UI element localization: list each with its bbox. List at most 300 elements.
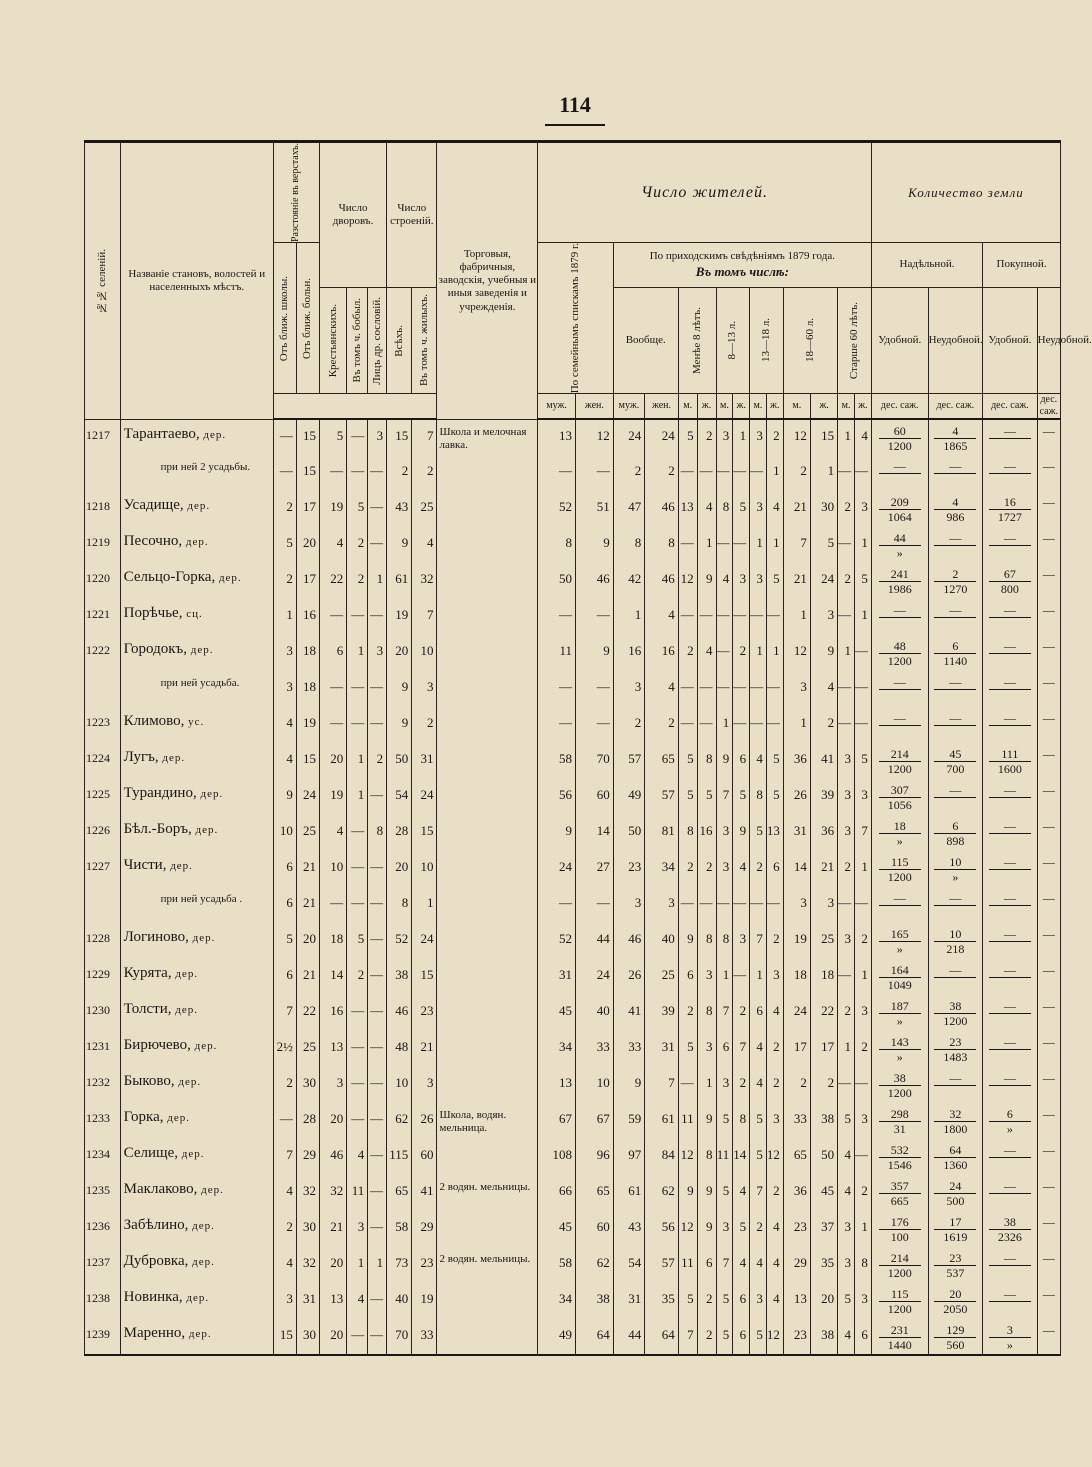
- cell-y1: 4: [320, 815, 347, 851]
- land-desyatinas: 17: [934, 1215, 976, 1230]
- cell-a1: 9: [678, 923, 697, 959]
- cell-a4: 4: [733, 851, 750, 887]
- settlement-kind: дер.: [203, 428, 227, 441]
- land-fraction: [989, 675, 1031, 690]
- cell-a9: 3: [838, 1247, 855, 1283]
- cell-a4: 14: [733, 1139, 750, 1175]
- cell-y2: —: [347, 1031, 368, 1067]
- cell-a6: 4: [766, 1283, 783, 1319]
- cell-a10: 3: [854, 491, 871, 527]
- cell-a10: 5: [854, 563, 871, 599]
- cell-b1: 38: [387, 959, 412, 995]
- cell-a6: 13: [766, 815, 783, 851]
- settlement-number: 1226: [85, 815, 121, 851]
- cell-a8: 37: [810, 1211, 837, 1247]
- cell-a10: 2: [854, 1031, 871, 1067]
- cell-y1: —: [320, 599, 347, 635]
- land-desyatinas: —: [989, 459, 1031, 474]
- land-cell-l4: —: [1037, 599, 1060, 635]
- cell-pf: 46: [645, 491, 679, 527]
- cell-y2: —: [347, 455, 368, 491]
- cell-b2: 23: [412, 1247, 437, 1283]
- table-row: [85, 1247, 1061, 1283]
- cell-a10: 1: [854, 959, 871, 995]
- land-fraction: [879, 819, 921, 848]
- land-sazhens: »: [896, 834, 903, 849]
- cell-pf: 56: [645, 1211, 679, 1247]
- page-number-rule: [545, 124, 605, 126]
- cell-d2: 32: [296, 1175, 319, 1211]
- cell-a7: 29: [783, 1247, 810, 1283]
- cell-y2: 1: [347, 743, 368, 779]
- cell-a9: —: [838, 887, 855, 923]
- cell-a3: 3: [716, 1211, 733, 1247]
- settlement-number: 1236: [85, 1211, 121, 1247]
- cell-y1: 20: [320, 1103, 347, 1139]
- cell-a7: 33: [783, 1103, 810, 1139]
- cell-pm: 42: [613, 563, 644, 599]
- land-cell-l2: [928, 923, 983, 959]
- cell-y2: —: [347, 419, 368, 455]
- cell-a3: 8: [716, 491, 733, 527]
- land-fraction: [934, 639, 976, 668]
- cell-a5: —: [750, 671, 767, 707]
- land-cell-l4: —: [1037, 1247, 1060, 1283]
- cell-ff: —: [575, 599, 613, 635]
- land-header: Количество земли: [871, 142, 1060, 243]
- settlement-name-text: Порѣчье,: [123, 605, 183, 622]
- table-row: [85, 563, 1061, 599]
- land-fraction: [989, 1215, 1031, 1244]
- cell-y3: —: [368, 1175, 387, 1211]
- cell-a9: —: [838, 599, 855, 635]
- land-fraction: [989, 1143, 1031, 1158]
- settlement-number: 1233: [85, 1103, 121, 1139]
- unit-f: ж.: [854, 394, 871, 420]
- units-spacer: [273, 394, 437, 420]
- land-desyatinas: —: [934, 891, 976, 906]
- cell-d2: 18: [296, 635, 319, 671]
- cell-a4: 8: [733, 1103, 750, 1139]
- land-desyatinas: 23: [934, 1251, 976, 1266]
- land-cell-l3: [983, 455, 1038, 491]
- land-cell-l4: —: [1037, 635, 1060, 671]
- land-sazhens: 537: [946, 1266, 965, 1281]
- land-sazhens: 1600: [997, 762, 1022, 777]
- cell-a6: —: [766, 707, 783, 743]
- land-desyatinas: —: [989, 603, 1031, 618]
- cell-y2: 1: [347, 779, 368, 815]
- cell-a5: 7: [750, 1175, 767, 1211]
- cell-b1: 20: [387, 851, 412, 887]
- cell-pf: 4: [645, 671, 679, 707]
- cell-b1: 52: [387, 923, 412, 959]
- cell-a3: —: [716, 887, 733, 923]
- cell-a6: 4: [766, 491, 783, 527]
- cell-y1: 13: [320, 1031, 347, 1067]
- cell-d2: 21: [296, 887, 319, 923]
- land-cell-l1: [871, 455, 928, 491]
- settlement-number: 1235: [85, 1175, 121, 1211]
- cell-y2: —: [347, 707, 368, 743]
- cell-pm: 43: [613, 1211, 644, 1247]
- land-fraction: [879, 531, 921, 560]
- cell-d1: 6: [273, 851, 296, 887]
- land-desyatinas: 241: [879, 567, 921, 582]
- land-sazhens: »: [1006, 1122, 1013, 1137]
- land-fraction: [989, 819, 1031, 834]
- cell-a7: 31: [783, 815, 810, 851]
- cell-a6: 4: [766, 995, 783, 1031]
- cell-y1: —: [320, 707, 347, 743]
- land-cell-l2: [928, 671, 983, 707]
- cell-y1: 22: [320, 563, 347, 599]
- settlement-name: [120, 995, 273, 1031]
- settlement-name: [120, 923, 273, 959]
- land-cell-l3: [983, 1283, 1038, 1319]
- land-sazhens: »: [896, 942, 903, 957]
- land-cell-l1: [871, 671, 928, 707]
- unit-land: дес. саж.: [983, 394, 1038, 420]
- cell-d1: —: [273, 455, 296, 491]
- yards-bobyl-header: Въ томъ ч. бобыл.: [347, 287, 368, 394]
- cell-y2: —: [347, 671, 368, 707]
- land-sazhens: 1200: [943, 1014, 968, 1029]
- cell-a9: —: [838, 959, 855, 995]
- cell-b1: 9: [387, 527, 412, 563]
- settlement-kind: дер.: [192, 1256, 215, 1269]
- land-fraction: [934, 891, 976, 906]
- cell-y3: —: [368, 1319, 387, 1355]
- land-desyatinas: —: [934, 711, 976, 726]
- cell-a10: 3: [854, 1103, 871, 1139]
- cell-a7: 26: [783, 779, 810, 815]
- land-fraction: [879, 1215, 921, 1244]
- land-sazhens: 31: [893, 1122, 906, 1137]
- cell-ff: 64: [575, 1319, 613, 1355]
- settlement-name-text: Маренно,: [123, 1325, 186, 1342]
- settlement-name-text: Чисти,: [123, 857, 167, 874]
- cell-a7: 7: [783, 527, 810, 563]
- land-fraction: [989, 891, 1031, 906]
- cell-fm: 13: [538, 419, 576, 455]
- cell-a5: —: [750, 455, 767, 491]
- cell-a5: 8: [750, 779, 767, 815]
- land-cell-l4: —: [1037, 1103, 1060, 1139]
- settlement-kind: сц.: [186, 608, 203, 621]
- cell-a6: 6: [766, 851, 783, 887]
- cell-fm: —: [538, 887, 576, 923]
- buildings-group-header: Число строеній.: [387, 142, 437, 288]
- cell-b2: 3: [412, 1067, 437, 1103]
- land-desyatinas: —: [879, 603, 921, 618]
- cell-ff: 44: [575, 923, 613, 959]
- cell-pf: 3: [645, 887, 679, 923]
- land-cell-l3: [983, 851, 1038, 887]
- land-cell-l2: [928, 1175, 983, 1211]
- cell-b1: 46: [387, 995, 412, 1031]
- land-fraction: [934, 819, 976, 848]
- cell-a1: —: [678, 707, 697, 743]
- cell-ff: 38: [575, 1283, 613, 1319]
- establishments-cell: Школа, водян. мельница.: [437, 1103, 538, 1139]
- cell-a4: 5: [733, 491, 750, 527]
- cell-b1: 62: [387, 1103, 412, 1139]
- cell-a10: 7: [854, 815, 871, 851]
- cell-d2: 21: [296, 959, 319, 995]
- settlement-kind: дер.: [181, 1148, 205, 1161]
- land-fraction: [879, 747, 921, 776]
- land-allotted-header: Надѣльной.: [871, 243, 982, 287]
- cell-pf: 46: [645, 563, 679, 599]
- land-desyatinas: 187: [879, 999, 921, 1014]
- establishments-cell: [437, 1067, 538, 1103]
- cell-d2: 18: [296, 671, 319, 707]
- cell-fm: 11: [538, 635, 576, 671]
- cell-pm: 49: [613, 779, 644, 815]
- unit-f: ж.: [733, 394, 750, 420]
- cell-a7: 21: [783, 491, 810, 527]
- land-desyatinas: —: [879, 711, 921, 726]
- cell-a4: 5: [733, 1211, 750, 1247]
- cell-a1: 2: [678, 635, 697, 671]
- land-desyatinas: 3: [989, 1323, 1031, 1338]
- land-fraction: [989, 711, 1031, 726]
- cell-a3: —: [716, 599, 733, 635]
- settlement-number: 1231: [85, 1031, 121, 1067]
- establishments-cell: [437, 1319, 538, 1355]
- settlement-name-text: Климово,: [123, 713, 185, 730]
- land-cell-l3: [983, 419, 1038, 455]
- land-desyatinas: —: [989, 675, 1031, 690]
- settlement-number: 1219: [85, 527, 121, 563]
- settlement-number: 1224: [85, 743, 121, 779]
- cell-a4: 6: [733, 743, 750, 779]
- land-sazhens: 1619: [943, 1230, 968, 1245]
- cell-d1: 3: [273, 635, 296, 671]
- cell-a2: 2: [697, 419, 716, 455]
- unit-m: м.: [838, 394, 855, 420]
- land-sazhens: 1200: [887, 1086, 912, 1101]
- cell-y2: —: [347, 851, 368, 887]
- col-name-header: Названіе становъ, волостей и населенныхъ мѣстъ.: [120, 142, 273, 420]
- cell-b2: 15: [412, 959, 437, 995]
- cell-a6: 4: [766, 1211, 783, 1247]
- cell-a7: 36: [783, 743, 810, 779]
- cell-a10: —: [854, 1139, 871, 1175]
- land-sazhens: »: [896, 1014, 903, 1029]
- establishments-cell: [437, 455, 538, 491]
- cell-y2: 4: [347, 1139, 368, 1175]
- land-cell-l1: [871, 635, 928, 671]
- cell-d1: 4: [273, 707, 296, 743]
- cell-a4: 2: [733, 635, 750, 671]
- land-fraction: [989, 1071, 1031, 1086]
- land-desyatinas: —: [934, 1071, 976, 1086]
- settlement-name-text: при ней усадьба.: [160, 677, 240, 690]
- land-desyatinas: 532: [879, 1143, 921, 1158]
- cell-a2: —: [697, 887, 716, 923]
- land-cell-l2: [928, 815, 983, 851]
- cell-b1: 50: [387, 743, 412, 779]
- cell-a1: 11: [678, 1103, 697, 1139]
- cell-d2: 22: [296, 995, 319, 1031]
- cell-y2: 3: [347, 1211, 368, 1247]
- unit-m: м.: [678, 394, 697, 420]
- cell-a5: 5: [750, 1103, 767, 1139]
- cell-a3: 11: [716, 1139, 733, 1175]
- settlement-kind: дер.: [178, 1076, 202, 1089]
- land-fraction: [934, 495, 976, 524]
- cell-a2: 1: [697, 1067, 716, 1103]
- cell-a10: 6: [854, 1319, 871, 1355]
- land-desyatinas: 298: [879, 1107, 921, 1122]
- land-desyatinas: —: [989, 783, 1031, 798]
- land-desyatinas: 115: [879, 855, 921, 870]
- cell-a3: 1: [716, 959, 733, 995]
- land-cell-l2: [928, 887, 983, 923]
- land-desyatinas: 44: [879, 531, 921, 546]
- cell-a10: —: [854, 1067, 871, 1103]
- cell-a2: 8: [697, 923, 716, 959]
- land-sazhens: 500: [946, 1194, 965, 1209]
- land-cell-l2: [928, 599, 983, 635]
- cell-a4: —: [733, 887, 750, 923]
- cell-a1: 5: [678, 419, 697, 455]
- table-row: [85, 743, 1061, 779]
- land-sazhens: 1986: [887, 582, 912, 597]
- cell-d1: 6: [273, 887, 296, 923]
- establishments-cell: [437, 1211, 538, 1247]
- land-cell-l4: —: [1037, 995, 1060, 1031]
- cell-a10: 2: [854, 1175, 871, 1211]
- cell-a9: 3: [838, 923, 855, 959]
- land-fraction: [934, 855, 976, 884]
- cell-fm: 8: [538, 527, 576, 563]
- cell-ff: 67: [575, 1103, 613, 1139]
- cell-a9: 3: [838, 779, 855, 815]
- cell-y2: 2: [347, 563, 368, 599]
- land-fraction: [934, 1143, 976, 1172]
- settlement-name: [120, 959, 273, 995]
- cell-a4: 5: [733, 779, 750, 815]
- cell-fm: 58: [538, 1247, 576, 1283]
- land-desyatinas: —: [989, 927, 1031, 942]
- land-fraction: [879, 675, 921, 690]
- land-desyatinas: —: [989, 1071, 1031, 1086]
- cell-a9: —: [838, 671, 855, 707]
- cell-a6: 4: [766, 1247, 783, 1283]
- land-desyatinas: —: [989, 1143, 1031, 1158]
- settlement-name-text: при ней усадьба .: [160, 893, 243, 906]
- cell-a5: —: [750, 707, 767, 743]
- land-desyatinas: 115: [879, 1287, 921, 1302]
- settlement-name-text: Городокъ,: [123, 641, 188, 658]
- cell-a10: —: [854, 671, 871, 707]
- settlement-name: [120, 779, 273, 815]
- settlement-kind: дер.: [200, 788, 224, 801]
- cell-a9: 2: [838, 995, 855, 1031]
- cell-a6: 5: [766, 779, 783, 815]
- settlement-name-text: Лугъ,: [123, 749, 159, 766]
- cell-pf: 2: [645, 455, 679, 491]
- cell-pf: 40: [645, 923, 679, 959]
- land-sazhens: 700: [946, 762, 965, 777]
- cell-a2: 8: [697, 1139, 716, 1175]
- cell-y1: 32: [320, 1175, 347, 1211]
- cell-pf: 39: [645, 995, 679, 1031]
- cell-a8: 35: [810, 1247, 837, 1283]
- cell-a9: —: [838, 527, 855, 563]
- cell-b2: 41: [412, 1175, 437, 1211]
- cell-a9: 4: [838, 1175, 855, 1211]
- cell-pm: 3: [613, 671, 644, 707]
- land-sazhens: 1360: [943, 1158, 968, 1173]
- cell-a6: 3: [766, 959, 783, 995]
- cell-y3: —: [368, 1067, 387, 1103]
- unit-m: м.: [716, 394, 733, 420]
- cell-a3: —: [716, 455, 733, 491]
- cell-a2: 3: [697, 959, 716, 995]
- cell-a10: 8: [854, 1247, 871, 1283]
- land-sazhens: 2050: [943, 1302, 968, 1317]
- land-fraction: [989, 1251, 1031, 1266]
- establishments-cell: [437, 491, 538, 527]
- land-cell-l3: [983, 707, 1038, 743]
- land-sazhens: 1865: [943, 439, 968, 454]
- cell-a9: —: [838, 1067, 855, 1103]
- cell-a1: —: [678, 599, 697, 635]
- land-desyatinas: —: [879, 459, 921, 474]
- cell-a3: 5: [716, 1283, 733, 1319]
- cell-a3: —: [716, 635, 733, 671]
- cell-a4: 2: [733, 1067, 750, 1103]
- settlement-name: [120, 671, 273, 707]
- cell-b2: 25: [412, 491, 437, 527]
- cell-fm: 13: [538, 1067, 576, 1103]
- land-sazhens: 1200: [887, 762, 912, 777]
- cell-a3: 3: [716, 419, 733, 455]
- cell-y1: 14: [320, 959, 347, 995]
- yards-other-header: Лицъ др. сословій.: [368, 287, 387, 394]
- cell-b2: 3: [412, 671, 437, 707]
- land-desyatinas: —: [989, 639, 1031, 654]
- establishments-cell: [437, 887, 538, 923]
- cell-a2: 8: [697, 743, 716, 779]
- settlement-name: [120, 635, 273, 671]
- cell-b1: 70: [387, 1319, 412, 1355]
- table-row: [85, 635, 1061, 671]
- land-cell-l4: —: [1037, 851, 1060, 887]
- land-cell-l4: —: [1037, 491, 1060, 527]
- table-row: [85, 1031, 1061, 1067]
- settlement-number: 1238: [85, 1283, 121, 1319]
- land-fraction: [989, 531, 1031, 546]
- land-cell-l1: [871, 491, 928, 527]
- cell-a2: —: [697, 707, 716, 743]
- land-fraction: [989, 1107, 1031, 1136]
- land-fraction: [989, 639, 1031, 654]
- cell-d1: 5: [273, 923, 296, 959]
- cell-fm: 9: [538, 815, 576, 851]
- land-desyatinas: 6: [989, 1107, 1031, 1122]
- cell-d1: —: [273, 1103, 296, 1139]
- land-fraction: [934, 747, 976, 776]
- settlement-number: [85, 671, 121, 707]
- land-sazhens: 2326: [997, 1230, 1022, 1245]
- cell-a8: 20: [810, 1283, 837, 1319]
- land-cell-l2: [928, 995, 983, 1031]
